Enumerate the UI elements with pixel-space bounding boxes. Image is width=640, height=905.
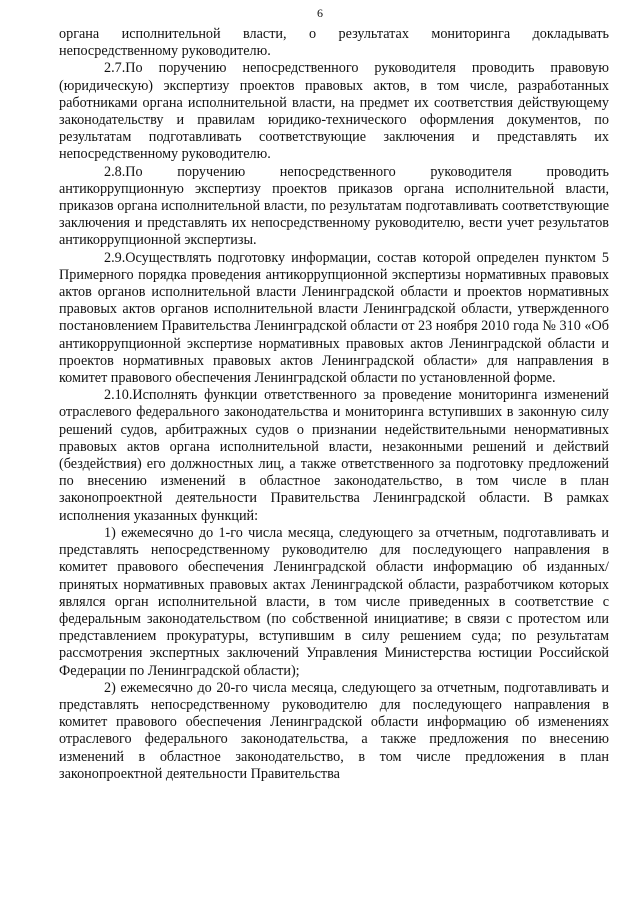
paragraph-2-10: 2.10.Исполнять функции ответственного за проведение мониторинга изменений отраслевого федерального законодательства и мониторинга вступивших в законную силу решений судов, арбитражных судов о признании недействительными ненормативных правовых актов органа исполнительной власти, незаконными решений и действий (бездействия) его должностных лиц, а также ответственного за подготовку предложений по внесению изменений в областное законодательство, в том числе в план законопроектной деятельности Правительства Ленинградской области. В рамках исполнения указанных функций:: [59, 387, 609, 524]
paragraph-2-9: 2.9.Осуществлять подготовку информации, состав которой определен пунктом 5 Примерного порядка проведения антикоррупционной экспертизы нормативных правовых актов органов исполнительной власти Ленинградской области и проектов нормативных правовых актов органов исполнительной власти Ленинградской области, утвержденного постановлением Правительства Ленинградской области от 23 ноября 2010 года № 310 «Об антикоррупционной экспертизе нормативных правовых актов Ленинградской области и проектов нормативных правовых актов Ленинградской области» для направления в комитет правового обеспечения Ленинградской области по установленной форме.: [59, 249, 609, 387]
paragraph-continuation: органа исполнительной власти, о результатах мониторинга докладывать непосредственному руководителю.: [59, 26, 609, 60]
paragraph-2-8: 2.8.По поручению непосредственного руководителя проводить антикоррупционную экспертизу проектов приказов органа исполнительной власти, приказов органа исполнительной власти, по результатам подготавливать соответствующие заключения и представлять их непосредственному руководителю, вести учет результатов антикоррупционной экспертизы.: [59, 163, 609, 249]
document-body: [59, 26, 609, 783]
list-item-1: 1) ежемесячно до 1-го числа месяца, следующего за отчетным, подготавливать и представлять непосредственному руководителю для последующего направления в комитет правового обеспечения Ленинградской области информацию об изданных/принятых нормативных правовых актах Ленинградской области, разработчиком которых являлся орган исполнительной власти, в том числе приведенных в соответствие с федеральным законодательством (по собственной инициативе; в связи с протестом или представлением прокуратуры, вступившим в силу решением суда; по результатам рассмотрения экспертных заключений Управления Министерства юстиции Российской Федерации по Ленинградской области);: [59, 524, 609, 679]
list-item-2: 2) ежемесячно до 20-го числа месяца, следующего за отчетным, подготавливать и представлять непосредственному руководителю для последующего направления в комитет правового обеспечения Ленинградской области информацию об изменениях отраслевого федерального законодательства, а также предложения по внесению изменений в областное законодательство, в том числе предложения в план законопроектной деятельности Правительства: [59, 679, 609, 782]
paragraph-2-7: 2.7.По поручению непосредственного руководителя проводить правовую (юридическую) экспертизу проектов правовых актов, в том числе, разработанных работниками органа исполнительной власти, на предмет их соответствия действующему законодательству и правилам юридико-технического оформления документов, по результатам подготавливать соответствующие заключения и представлять их непосредственному руководителю.: [59, 60, 609, 163]
page-number: 6: [317, 6, 323, 20]
